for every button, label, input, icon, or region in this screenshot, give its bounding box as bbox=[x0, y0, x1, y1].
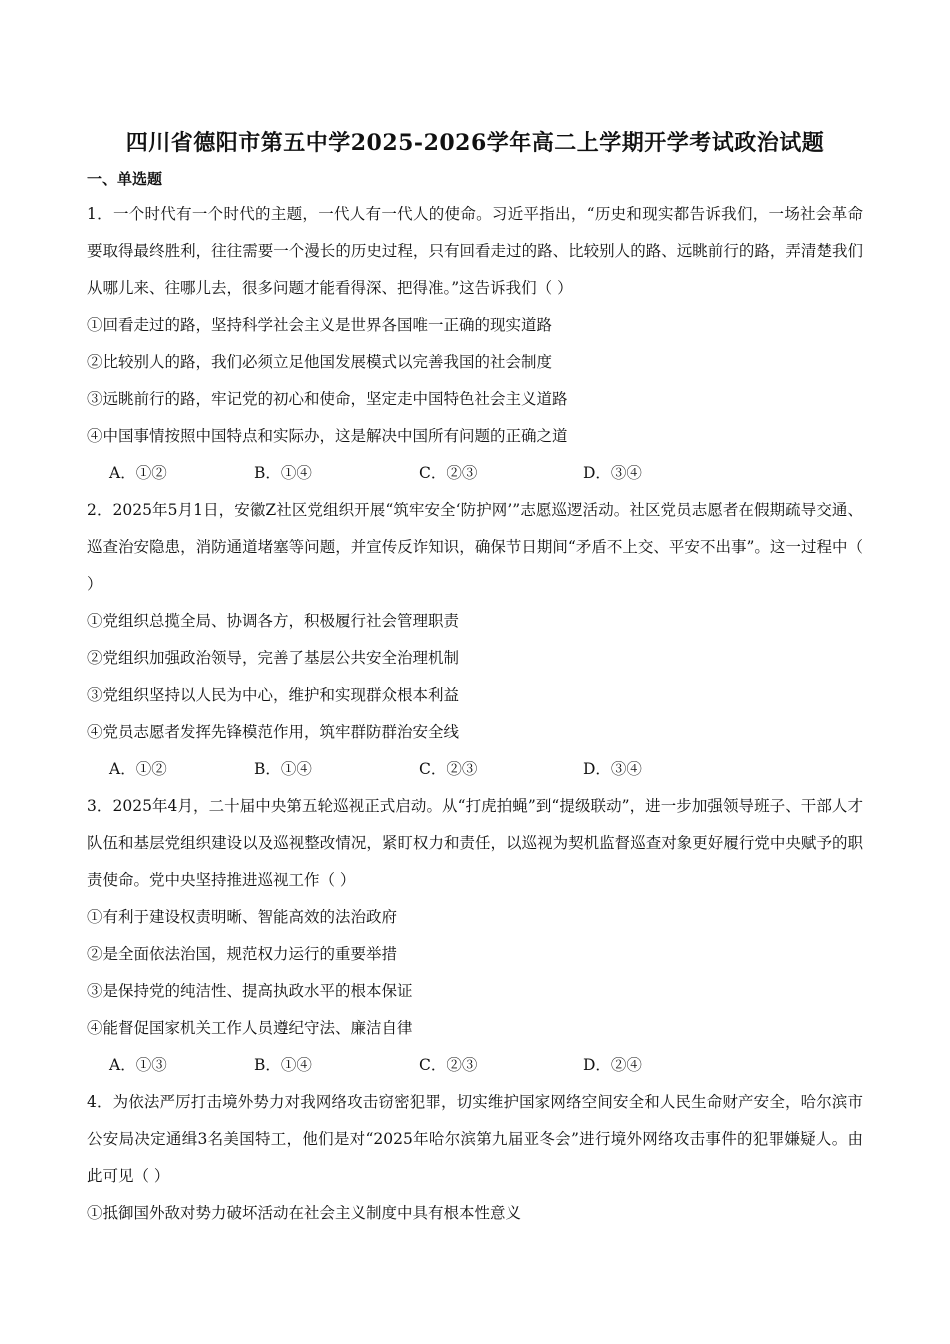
question-3 bbox=[87, 788, 863, 1084]
question-stem: 2．2025年5月1日，安徽Z社区党组织开展“筑牢安全‘防护网’”志愿巡逻活动。社区党员志愿者在假期疏导交通、巡查治安隐患，消防通道堵塞等问题，并宣传反诈知识，确保节日期间“矛盾不上交、平安不出事”。这一过程中（ ） bbox=[87, 501, 863, 593]
choice-c: C．②③ bbox=[419, 464, 478, 482]
choice-a: A．①③ bbox=[109, 1056, 167, 1074]
choice-c: C．②③ bbox=[419, 760, 478, 778]
statement-option: ①有利于建设权责明晰、智能高效的法治政府 bbox=[87, 908, 398, 926]
choice-d: D．③④ bbox=[583, 760, 642, 778]
choice-b: B．①④ bbox=[254, 1056, 312, 1074]
choice-c: C．②③ bbox=[419, 1056, 478, 1074]
question-4 bbox=[87, 1084, 863, 1232]
statement-option: ③是保持党的纯洁性、提高执政水平的根本保证 bbox=[87, 982, 413, 1000]
answer-choices bbox=[87, 1047, 863, 1084]
statement-option: ①回看走过的路，坚持科学社会主义是世界各国唯一正确的现实道路 bbox=[87, 316, 553, 334]
statement-option: ④能督促国家机关工作人员遵纪守法、廉洁自律 bbox=[87, 1019, 413, 1037]
document-title: 四川省德阳市第五中学2025-2026学年高二上学期开学考试政治试题 bbox=[125, 130, 825, 156]
statement-option: ②是全面依法治国，规范权力运行的重要举措 bbox=[87, 945, 398, 963]
statement-option: ①抵御国外敌对势力破坏活动在社会主义制度中具有根本性意义 bbox=[87, 1204, 522, 1222]
statement-option: ②比较别人的路，我们必须立足他国发展模式以完善我国的社会制度 bbox=[87, 353, 553, 371]
statement-option: ①党组织总揽全局、协调各方，积极履行社会管理职责 bbox=[87, 612, 460, 630]
choice-d: D．③④ bbox=[583, 464, 642, 482]
question-2 bbox=[87, 492, 863, 788]
statement-option: ②党组织加强政治领导，完善了基层公共安全治理机制 bbox=[87, 649, 460, 667]
statement-option: ④党员志愿者发挥先锋模范作用，筑牢群防群治安全线 bbox=[87, 723, 460, 741]
question-list bbox=[87, 196, 863, 1232]
section-heading: 一、单选题 bbox=[87, 170, 163, 188]
question-stem: 4．为依法严厉打击境外势力对我网络攻击窃密犯罪，切实维护国家网络空间安全和人民生命财产安全，哈尔滨市公安局决定通缉3名美国特工，他们是对“2025年哈尔滨第九届亚冬会”进行境外网络攻击事件的犯罪嫌疑人。由此可见（ ） bbox=[87, 1093, 863, 1185]
choice-a: A．①② bbox=[109, 464, 167, 482]
answer-choices bbox=[87, 455, 863, 492]
statement-option: ③远眺前行的路，牢记党的初心和使命，坚定走中国特色社会主义道路 bbox=[87, 390, 568, 408]
question-stem: 3．2025年4月，二十届中央第五轮巡视正式启动。从“打虎拍蝇”到“提级联动”，进一步加强领导班子、干部人才队伍和基层党组织建设以及巡视整改情况，紧盯权力和责任，以巡视为契机监督巡查对象更好履行党中央赋予的职责使命。党中央坚持推进巡视工作（ ） bbox=[87, 797, 863, 889]
statement-option: ④中国事情按照中国特点和实际办，这是解决中国所有问题的正确之道 bbox=[87, 427, 568, 445]
question-1 bbox=[87, 196, 863, 492]
statement-option: ③党组织坚持以人民为中心，维护和实现群众根本利益 bbox=[87, 686, 460, 704]
choice-d: D．②④ bbox=[583, 1056, 642, 1074]
choice-b: B．①④ bbox=[254, 760, 312, 778]
question-stem: 1．一个时代有一个时代的主题，一代人有一代人的使命。习近平指出，“历史和现实都告诉我们，一场社会革命要取得最终胜利，往往需要一个漫长的历史过程，只有回看走过的路、比较别人的路、远眺前行的路，弄清楚我们从哪儿来、往哪儿去，很多问题才能看得深、把得准。”这告诉我们（ ） bbox=[87, 205, 863, 297]
answer-choices bbox=[87, 751, 863, 788]
choice-b: B．①④ bbox=[254, 464, 312, 482]
choice-a: A．①② bbox=[109, 760, 167, 778]
